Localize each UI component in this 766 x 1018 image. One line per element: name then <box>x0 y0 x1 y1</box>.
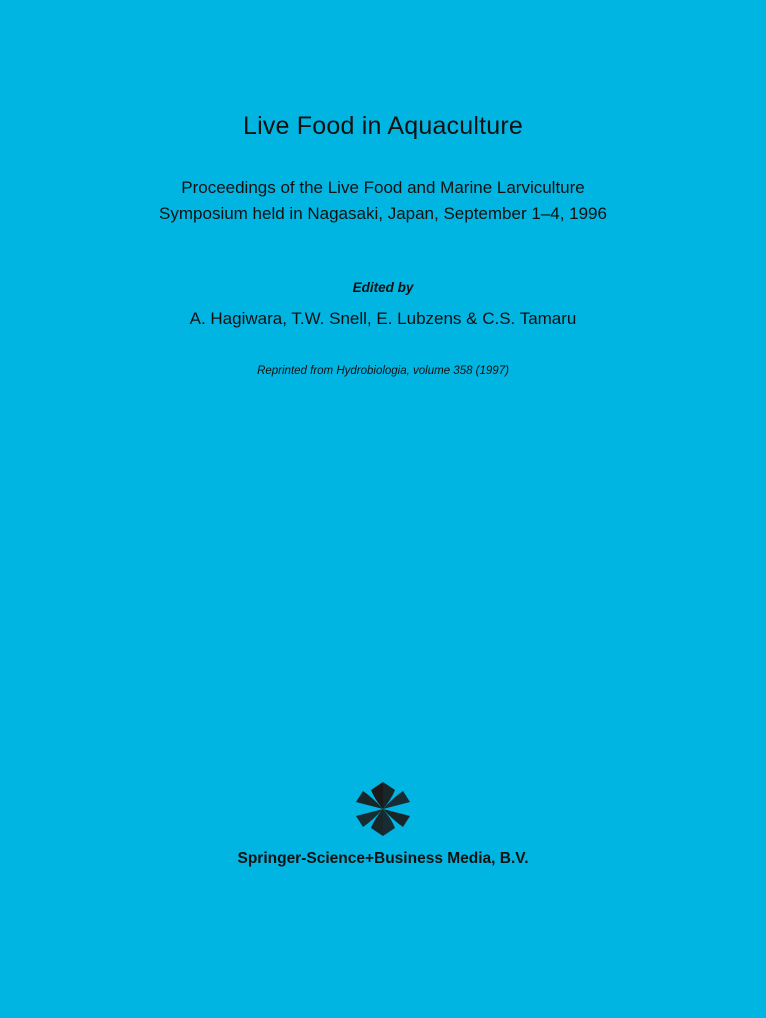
title-block <box>0 112 766 141</box>
springer-pinwheel-logo-icon <box>356 778 410 840</box>
publisher-logo <box>0 778 766 840</box>
reprint-note: Reprinted from Hydrobiologia, volume 358 (1997) <box>257 365 509 377</box>
publisher-name: Springer-Science+Business Media, B.V. <box>237 850 529 867</box>
edited-by-label: Edited by <box>352 280 414 295</box>
subtitle-block <box>0 175 766 227</box>
subtitle-line-2: Symposium held in Nagasaki, Japan, September 1–4, 1996 <box>159 204 607 223</box>
editors-list: A. Hagiwara, T.W. Snell, E. Lubzens & C.S. Tamaru <box>189 309 577 328</box>
subtitle-line-1: Proceedings of the Live Food and Marine Larviculture <box>181 178 585 197</box>
page-title: Live Food in Aquaculture <box>243 112 523 140</box>
